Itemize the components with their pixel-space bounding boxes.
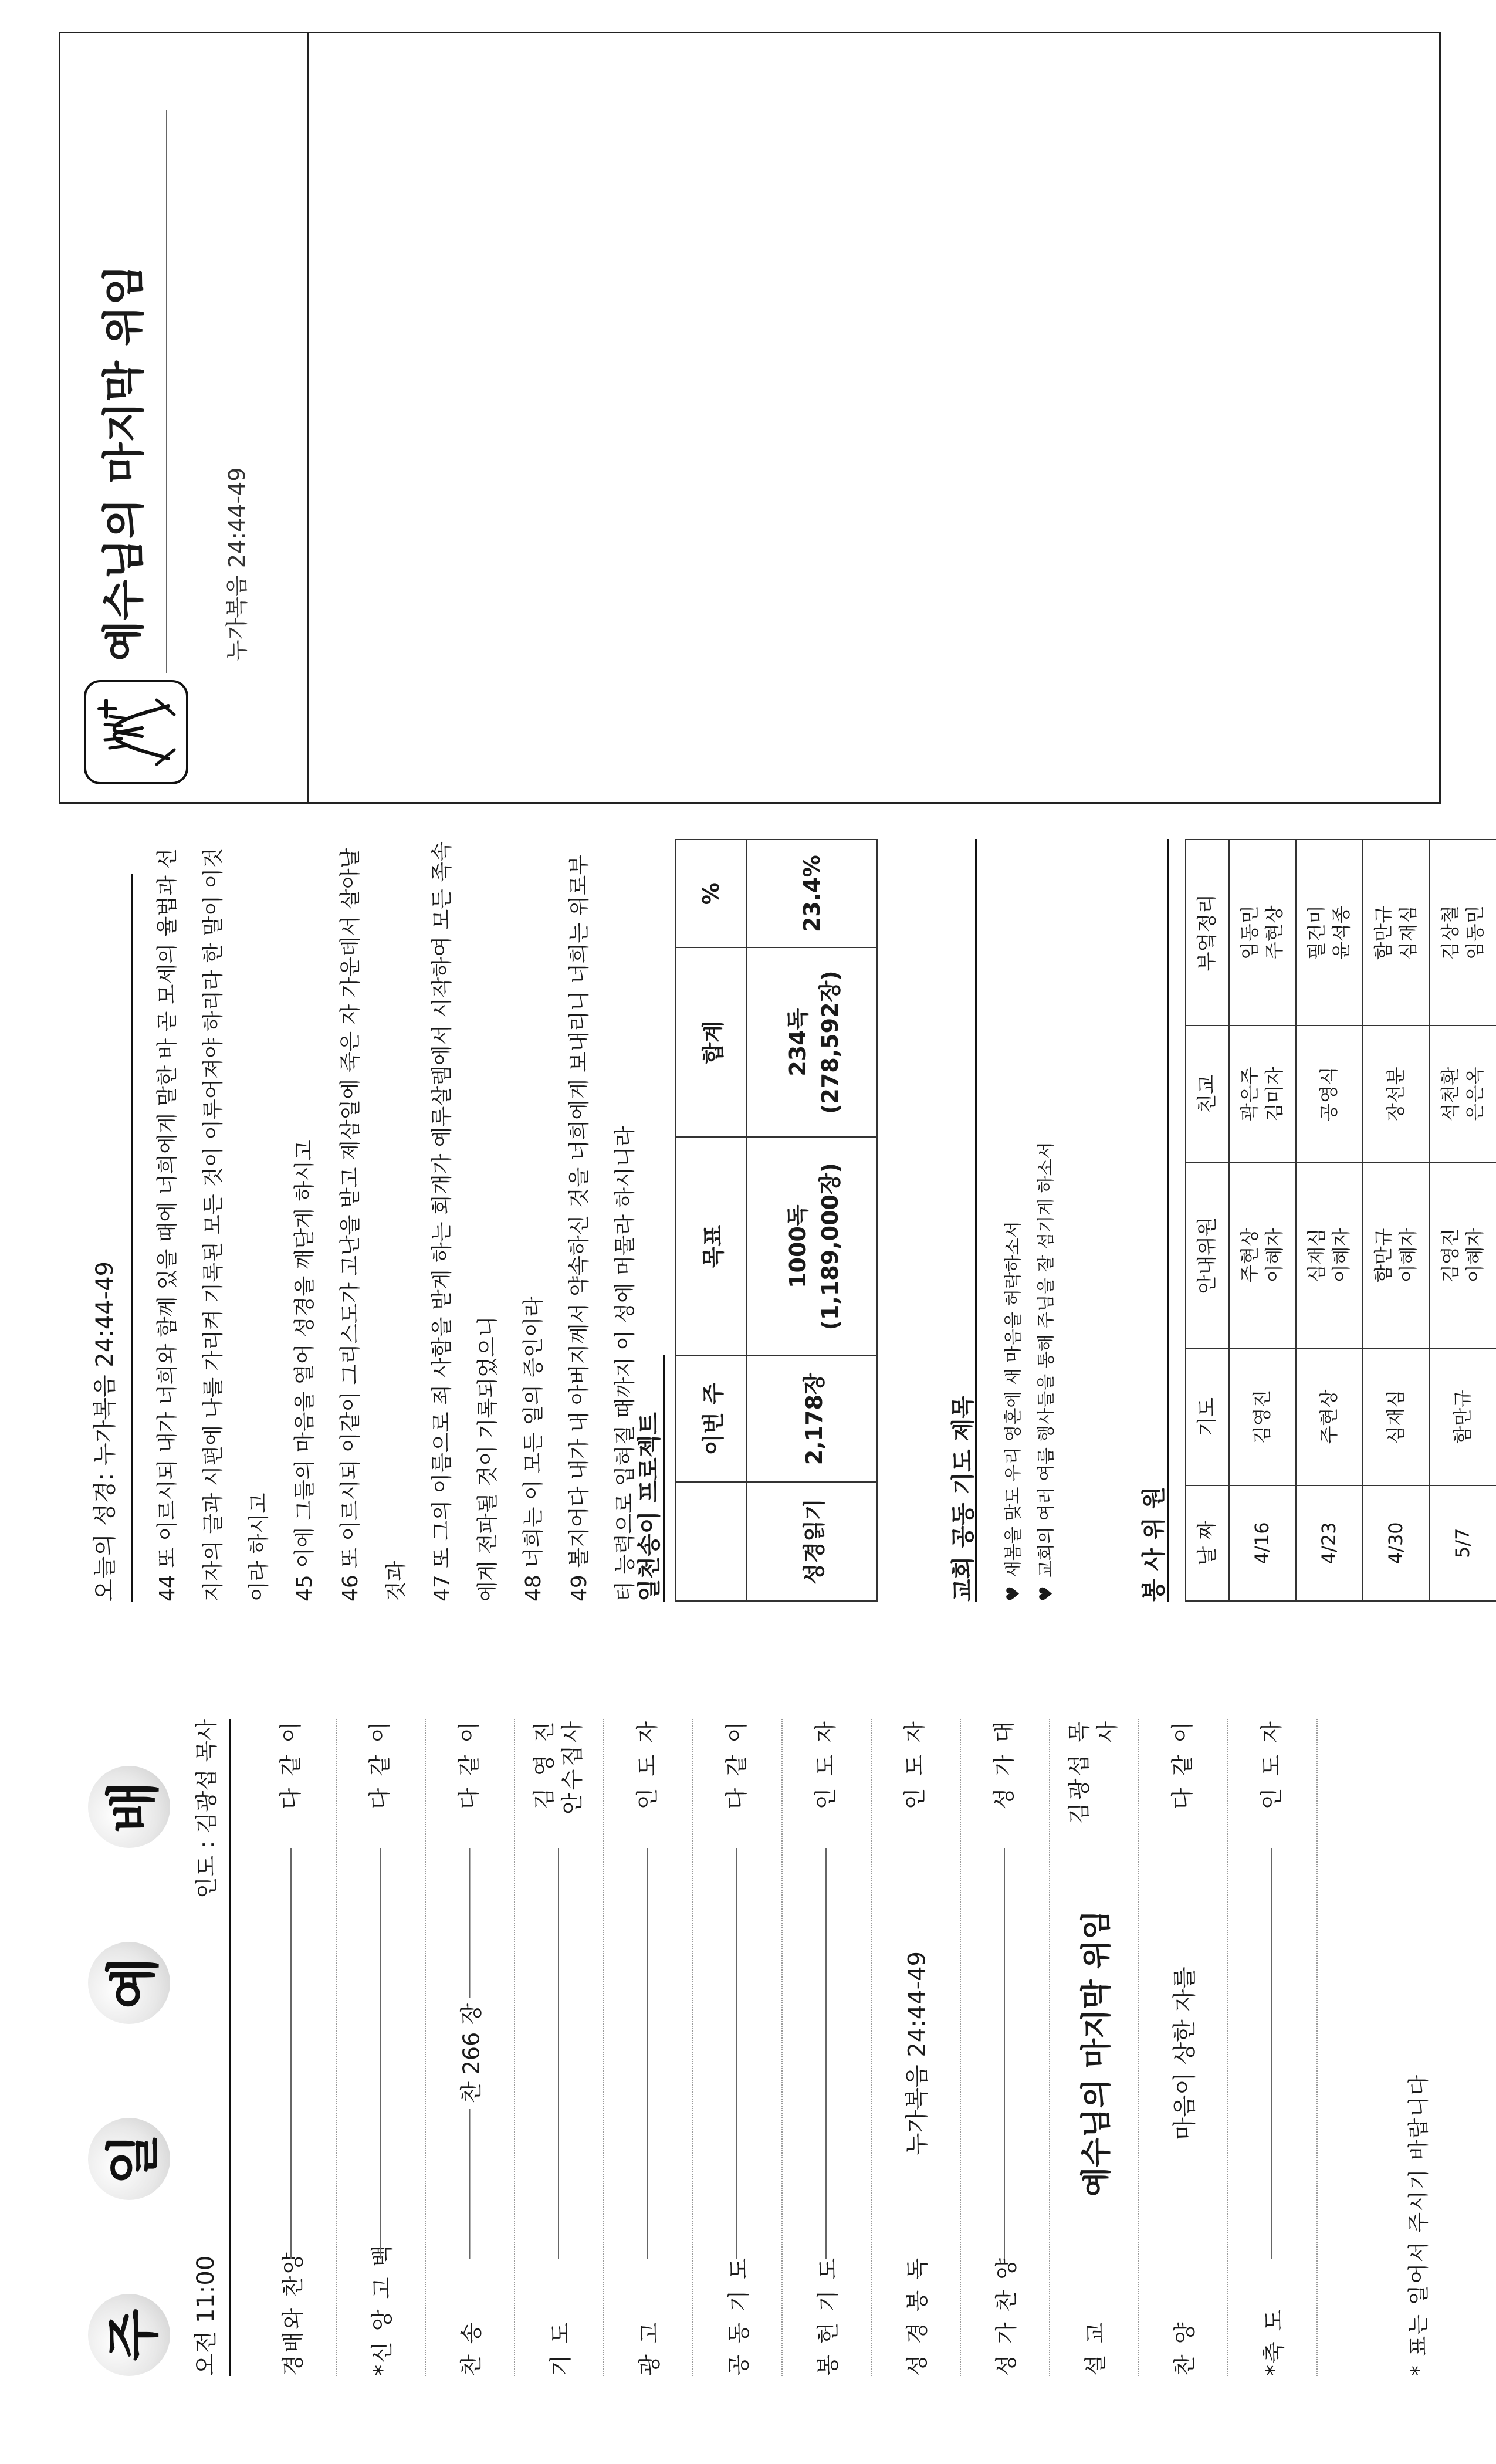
dash-leader bbox=[469, 1848, 470, 1998]
servants-cell: 4/16 bbox=[1229, 1485, 1296, 1601]
order-label: 성 가 찬 양 bbox=[993, 2256, 1020, 2376]
servants-title-underline bbox=[1167, 839, 1169, 1602]
order-row bbox=[336, 1719, 426, 2376]
order-leader-line bbox=[1004, 1842, 1005, 2265]
servants-body bbox=[1229, 840, 1496, 1601]
dash-leader bbox=[290, 1848, 292, 2259]
project-percent: 23.4% bbox=[747, 840, 877, 947]
servants-title: 봉 사 위 원 bbox=[1140, 1486, 1167, 1602]
title-char-1: 주 bbox=[88, 2294, 170, 2376]
worship-leader: 인도 : 김광섭 목사 bbox=[194, 1719, 219, 1898]
servants-cell: 함만규 이혜자 bbox=[1363, 1162, 1430, 1348]
order-responsible: 인 도 자 bbox=[902, 1719, 928, 1810]
dash-leader bbox=[647, 1848, 648, 2259]
servants-cell: 공영식 bbox=[1296, 1025, 1363, 1162]
prayer-item bbox=[1030, 839, 1063, 1602]
project-row bbox=[747, 840, 877, 1601]
dash-leader bbox=[1271, 1848, 1272, 2259]
servants-cell: 장선분 bbox=[1363, 1025, 1430, 1162]
project-table bbox=[675, 839, 878, 1602]
servants-header-cell: 날 짜 bbox=[1186, 1485, 1229, 1601]
verse-list bbox=[145, 839, 648, 1602]
title-char-2: 일 bbox=[88, 2118, 170, 2200]
order-responsible: 인 도 자 bbox=[1258, 1719, 1285, 1810]
order-row bbox=[871, 1719, 961, 2376]
order-row bbox=[603, 1719, 693, 2376]
project-label: 성경읽기 bbox=[747, 1482, 877, 1601]
project-header-blank bbox=[675, 1482, 747, 1601]
order-responsible: 다 같 이 bbox=[723, 1719, 750, 1810]
project-header-goal: 목표 bbox=[675, 1137, 747, 1356]
servants-header-cell: 안내위원 bbox=[1186, 1162, 1229, 1348]
servants-cell: 심재심 bbox=[1363, 1349, 1430, 1485]
servants-cell: 심재심 이혜자 bbox=[1296, 1162, 1363, 1348]
order-leader-line bbox=[380, 1842, 381, 2265]
order-responsible: 다 같 이 bbox=[456, 1719, 482, 1810]
order-row bbox=[692, 1719, 783, 2376]
servants-cell: 주현상 bbox=[1296, 1349, 1363, 1485]
servants-cell: 필건미 윤석종 bbox=[1296, 840, 1363, 1025]
dash-leader bbox=[736, 1848, 737, 2259]
order-responsible: 인 도 자 bbox=[813, 1719, 839, 1810]
order-row bbox=[1138, 1719, 1228, 2376]
sermon-title-rule bbox=[166, 110, 167, 673]
sermon-title: 예수님의 마지막 위임 bbox=[99, 264, 148, 661]
servants-cell: 4/30 bbox=[1363, 1485, 1430, 1601]
verse: 45 이에 그들의 마음을 열어 성경을 깨닫게 하시고 bbox=[293, 1140, 317, 1602]
servants-cell: 석천환 은은옥 bbox=[1430, 1025, 1496, 1162]
song-title: 마음이 상한 자를 bbox=[1171, 1967, 1199, 2140]
scripture-reading bbox=[82, 839, 648, 1602]
order-label: 경배와 찬양 bbox=[280, 2250, 306, 2376]
servants-cell: 곽은주 김미자 bbox=[1229, 1025, 1296, 1162]
title-char-4: 배 bbox=[88, 1766, 170, 1848]
order-row bbox=[960, 1719, 1050, 2376]
prayer-list bbox=[997, 839, 1063, 1602]
order-row bbox=[514, 1719, 604, 2376]
praying-hands-icon bbox=[84, 680, 188, 784]
order-label: 봉 헌 기 도 bbox=[815, 2256, 841, 2376]
order-label: 성 경 봉 독 bbox=[904, 2256, 930, 2376]
sermon-note-frame bbox=[59, 32, 1441, 804]
prayer-title: 교회 공동 기도 제목 bbox=[950, 1396, 977, 1602]
verse: 49 볼지어다 내가 내 아버지께서 약속하신 것을 너희에게 보내리니 너희는 위로부터 능력으로 입혀질 때까지 이 성에 머물라 하시니라 bbox=[567, 854, 637, 1602]
order-leader-line bbox=[647, 1842, 648, 2265]
order-leader-line bbox=[290, 1842, 292, 2265]
order-label: 공 동 기 도 bbox=[726, 2256, 752, 2376]
order-label: 찬 송 bbox=[458, 2320, 485, 2376]
servants-header-cell: 기도 bbox=[1186, 1349, 1229, 1485]
project-title-underline bbox=[663, 1355, 665, 1602]
order-label: *축 도 bbox=[1261, 2307, 1287, 2376]
standing-footnote: * 표는 일어서 주시기 바랍니다 bbox=[1407, 2073, 1431, 2376]
servants-cell: 함만규 bbox=[1430, 1349, 1496, 1485]
table-row bbox=[1229, 840, 1296, 1601]
order-leader-line bbox=[899, 1842, 932, 2265]
heart-icon: ♥ bbox=[1036, 1586, 1057, 1602]
dash-leader bbox=[558, 1848, 559, 2259]
dash-leader bbox=[380, 1848, 381, 2259]
order-responsible: 다 같 이 bbox=[277, 1719, 304, 1810]
order-row bbox=[1227, 1719, 1318, 2376]
dash-leader bbox=[825, 1848, 827, 2259]
prayer-text: 새봄을 맞도 우리 영혼에 새 마음을 허락하소서 bbox=[1003, 1221, 1024, 1578]
verse: 44 또 이르시되 내가 너희와 함께 있을 때에 너희에게 말한 바 곧 모세의 율법과 선지자의 글과 시편에 나를 가리켜 기록된 모든 것이 이루어져야 하리라 한 말이 이것이라 하시고 bbox=[155, 848, 271, 1602]
servants-cell: 주현상 이혜자 bbox=[1229, 1162, 1296, 1348]
order-responsible: 인 도 자 bbox=[634, 1719, 661, 1810]
order-leader-line bbox=[453, 1842, 486, 2265]
order-label: 설 교 bbox=[1082, 2320, 1109, 2376]
order-leader-line bbox=[1271, 1842, 1272, 2265]
heart-icon: ♥ bbox=[1003, 1586, 1024, 1602]
sermon-note-panel bbox=[0, 0, 1496, 821]
order-leader-line bbox=[736, 1842, 737, 2265]
worship-title bbox=[88, 1719, 176, 2376]
prayer-text: 교회의 여러 여름 행사들을 통해 주님을 잘 섬기게 하소서 bbox=[1036, 1142, 1057, 1578]
order-label: *신 앙 고 백 bbox=[369, 2243, 395, 2376]
reading-reference: 누가복음 24:44-49 bbox=[903, 1951, 931, 2155]
servants-cell: 5/7 bbox=[1430, 1485, 1496, 1601]
servants-header-cell: 부엌정리 bbox=[1186, 840, 1229, 1025]
order-row bbox=[246, 1719, 337, 2376]
verse: 48 너희는 이 모든 일의 증인이라 bbox=[522, 1296, 546, 1602]
project-title: 일천송이 프로젝트 bbox=[636, 1412, 663, 1602]
order-responsible: 김 영 진 안수집사 bbox=[531, 1719, 585, 1815]
title-char-3: 예 bbox=[88, 1942, 170, 2024]
order-label: 기 도 bbox=[547, 2320, 574, 2376]
order-label: 광 고 bbox=[637, 2320, 663, 2376]
table-row bbox=[1363, 840, 1430, 1601]
project-goal: 1000독 (1,189,000장) bbox=[747, 1137, 877, 1356]
order-row bbox=[781, 1719, 872, 2376]
prayer-item bbox=[997, 839, 1030, 1602]
verse: 47 또 그의 이름으로 죄 사함을 받게 하는 회개가 예루살렘에서 시작하여 모든 족속에게 전파될 것이 기록되었으니 bbox=[430, 841, 500, 1602]
dash-leader bbox=[1004, 1848, 1005, 2259]
order-leader-line bbox=[1072, 1842, 1116, 2265]
order-leader-line bbox=[825, 1842, 827, 2265]
hymn-number: 찬 266 장 bbox=[458, 2003, 485, 2104]
servants-header-row bbox=[1186, 840, 1229, 1601]
order-responsible: 다 같 이 bbox=[1169, 1719, 1196, 1810]
servants-cell: 임동민 주현상 bbox=[1229, 840, 1296, 1025]
sermon-reference: 누가복음 24:44-49 bbox=[224, 467, 250, 661]
project-this-week: 2,178장 bbox=[747, 1356, 877, 1482]
info-panel bbox=[0, 821, 1496, 1643]
order-responsible: 성 가 대 bbox=[991, 1719, 1017, 1810]
prayer-title-underline bbox=[975, 839, 977, 1602]
sermon-title-inline: 예수님의 마지막 위임 bbox=[1079, 1910, 1115, 2197]
sermon-note-header bbox=[60, 33, 309, 802]
order-responsible: 김광섭 목사 bbox=[1066, 1719, 1120, 1824]
order-leader-line bbox=[1166, 1842, 1200, 2265]
project-total: 234독 (278,592장) bbox=[747, 947, 877, 1137]
order-label: 찬 양 bbox=[1172, 2320, 1198, 2376]
project-header-percent: % bbox=[675, 840, 747, 947]
servants-cell: 함만규 심재심 bbox=[1363, 840, 1430, 1025]
table-row bbox=[1296, 840, 1363, 1601]
servants-cell: 김영진 bbox=[1229, 1349, 1296, 1485]
servants-header-cell: 친교 bbox=[1186, 1025, 1229, 1162]
order-row bbox=[1049, 1719, 1139, 2376]
order-of-worship-panel bbox=[0, 1643, 1496, 2464]
verse: 46 또 이르시되 이같이 그리스도가 고난을 받고 제삼일에 죽은 자 가운데서 살아날 것과 bbox=[339, 848, 408, 1602]
order-responsible: 다 같 이 bbox=[367, 1719, 393, 1810]
project-header-total: 합계 bbox=[675, 947, 747, 1137]
scripture-heading: 오늘의 성경: 누가복음 24:44-49 bbox=[82, 874, 133, 1602]
servants-cell: 김상철 임동민 bbox=[1430, 840, 1496, 1025]
project-header-this-week: 이번 주 bbox=[675, 1356, 747, 1482]
order-row bbox=[425, 1719, 515, 2376]
servants-cell: 4/23 bbox=[1296, 1485, 1363, 1601]
dash-leader bbox=[469, 2109, 470, 2259]
order-leader-line bbox=[558, 1842, 559, 2265]
table-row bbox=[1430, 840, 1496, 1601]
servants-cell: 김영진 이혜자 bbox=[1430, 1162, 1496, 1348]
worship-time: 오전 11:00 bbox=[192, 2255, 219, 2376]
servants-table bbox=[1185, 839, 1496, 1602]
worship-header bbox=[176, 1719, 231, 2376]
